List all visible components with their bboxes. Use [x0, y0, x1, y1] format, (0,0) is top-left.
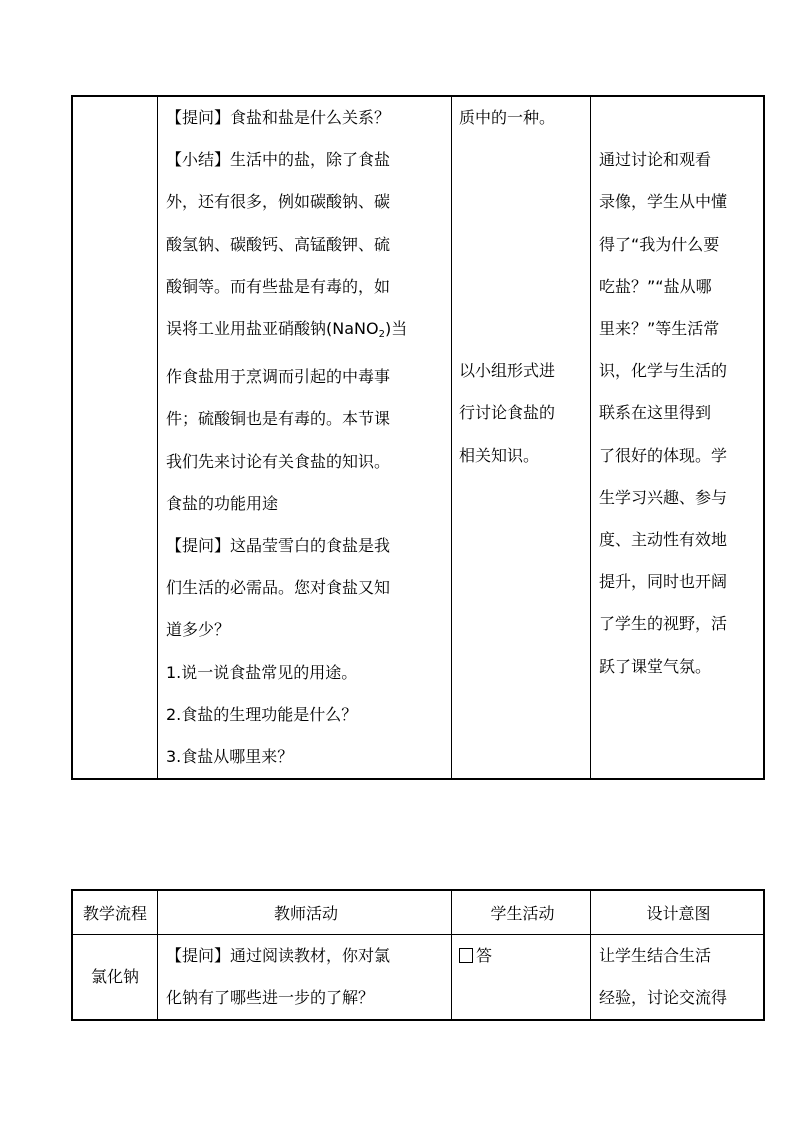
square-box-icon [459, 948, 473, 963]
formula-subscript: 2 [378, 329, 385, 341]
design-line: 通过讨论和观看 [599, 150, 712, 170]
student-line [459, 139, 586, 181]
formula-text: 误将工业用盐亚硝酸钠(NaNO [166, 319, 379, 339]
student-activity-cell [452, 96, 591, 779]
teacher-line: 【提问】这晶莹雪白的食盐是我 [166, 536, 391, 556]
design-line: 吃盐？”“盐从哪 [599, 276, 712, 296]
student-line: 质中的一种。 [459, 108, 556, 127]
design-line: 得了“我为什么要 [599, 234, 720, 254]
table-row [72, 935, 764, 1021]
design-line: 录像，学生从中懂 [599, 192, 728, 212]
design-line: 了学生的视野，活 [599, 614, 728, 634]
student-line [459, 266, 586, 308]
student-line [459, 308, 586, 350]
lesson-table-header [71, 889, 765, 1021]
teacher-line: 食盐的功能用途 [166, 493, 279, 513]
flow-cell-empty [72, 96, 158, 779]
teacher-line: 酸氢钠、碳酸钙、高锰酸钾、硫 [166, 234, 391, 254]
lesson-table-continued [71, 95, 765, 780]
teacher-line: 道多少？ [166, 620, 231, 640]
formula-after: )当 [384, 319, 408, 339]
teacher-line-formula [166, 308, 446, 356]
design-line: 了很好的体现。学 [599, 445, 728, 465]
header-student: 学生活动 [452, 890, 591, 935]
teacher-line: 们生活的必需品。您对食盐又知 [166, 578, 391, 598]
design-line: 让学生结合生活 [599, 946, 712, 965]
design-line: 经验，讨论交流得 [599, 988, 728, 1007]
teacher-activity-cell [158, 935, 452, 1021]
header-flow: 教学流程 [72, 890, 158, 935]
design-intent-cell [591, 96, 765, 779]
teacher-line: 【提问】食盐和盐是什么关系？ [166, 108, 391, 127]
student-line [459, 224, 586, 266]
student-answer: 答 [476, 946, 493, 965]
student-line: 相关知识。 [459, 445, 540, 465]
teacher-line: 化钠有了哪些进一步的了解？ [166, 988, 375, 1007]
design-line: 识，化学与生活的 [599, 361, 728, 381]
design-line [599, 97, 758, 139]
student-line: 行讨论食盐的 [459, 403, 556, 423]
header-teacher: 教师活动 [158, 890, 452, 935]
student-line: 以小组形式进 [459, 361, 556, 381]
teacher-line: 酸铜等。而有些盐是有毒的，如 [166, 276, 391, 296]
student-line [459, 935, 586, 977]
teacher-line: 【小结】生活中的盐，除了食盐 [166, 150, 391, 170]
teacher-line: 作食盐用于烹调而引起的中毒事 [166, 367, 391, 387]
design-line: 度、主动性有效地 [599, 530, 728, 550]
student-activity-cell [452, 935, 591, 1021]
teacher-line: 2.食盐的生理功能是什么？ [166, 704, 358, 724]
teacher-line: 【提问】通过阅读教材，你对氯 [166, 946, 391, 965]
student-line [459, 181, 586, 223]
table-header-row [72, 890, 764, 935]
teacher-activity-cell [158, 96, 452, 779]
design-line: 生学习兴趣、参与 [599, 487, 728, 507]
design-line: 里来？”等生活常 [599, 319, 720, 339]
teacher-line: 3.食盐从哪里来？ [166, 747, 294, 767]
design-intent-cell [591, 935, 765, 1021]
design-line: 联系在这里得到 [599, 403, 712, 423]
teacher-line: 我们先来讨论有关食盐的知识。 [166, 451, 391, 471]
flow-cell: 氯化钠 [72, 935, 158, 1021]
teacher-line: 件；硫酸铜也是有毒的。本节课 [166, 409, 391, 429]
teacher-line: 1.说一说食盐常见的用途。 [166, 662, 358, 682]
header-design: 设计意图 [591, 890, 765, 935]
teacher-line: 外，还有很多，例如碳酸钠、碳 [166, 192, 391, 212]
design-line: 提升，同时也开阔 [599, 572, 728, 592]
design-line: 跃了课堂气氛。 [599, 656, 712, 676]
